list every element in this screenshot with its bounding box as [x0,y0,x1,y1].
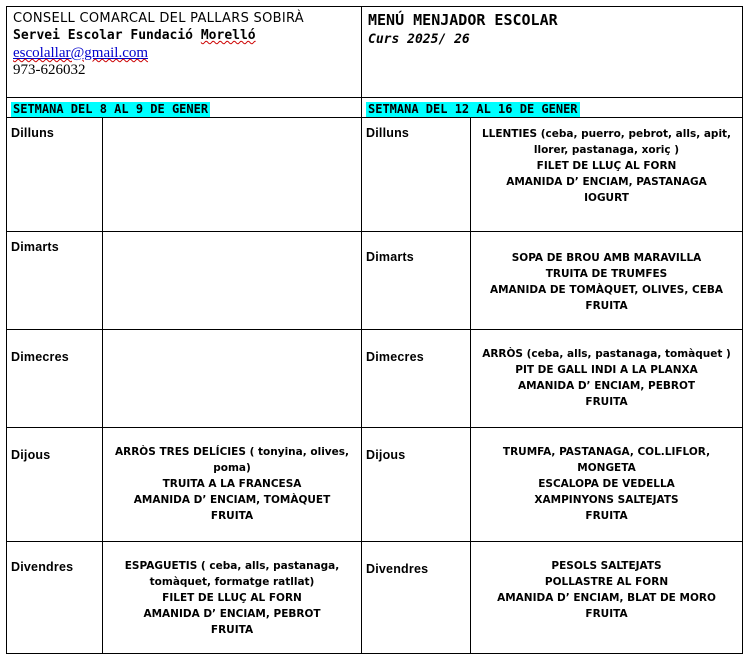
dish-line: XAMPINYONS SALTEJATS [534,494,679,506]
service-prefix: Servei Escolar Fundació [13,28,201,43]
dish-line: PIT DE GALL INDI A LA PLANXA [515,364,698,376]
dish-line: PESOLS SALTEJATS [551,560,662,572]
dish-line: FRUITA [585,396,628,408]
week-right [362,98,743,118]
header-row [7,7,743,98]
dish-line: FRUITA [585,300,628,312]
phone-number: 973-626032 [13,62,86,78]
dish-line: LLENTIES (ceba, puerro, pebrot, alls, apit, llorer, pastanaga, xoriç ) [481,128,732,156]
dish-line: SOPA DE BROU AMB MARAVILLA [511,252,702,264]
right-day: Dimecres [362,330,471,428]
dish-line: AMANIDA D’ ENCIAM, TOMÀQUET [133,494,331,506]
right-day: Dimarts [362,232,471,330]
left-menu [103,330,362,428]
dish-line: AMANIDA D’ ENCIAM, PEBROT [143,608,321,620]
week-row [7,98,743,118]
dish-line: FRUITA [210,624,254,636]
left-menu [103,428,362,542]
service-name [13,27,355,45]
left-day: Divendres [7,542,103,654]
dish-line: ARRÒS TRES DELÍCIES ( tonyina, olives, poma) [115,446,349,474]
week-left-label: SETMANA DEL 8 AL 9 DE GENER [13,102,209,116]
left-day: Dijous [7,428,103,542]
dish-line: AMANIDA D’ ENCIAM, BLAT DE MORO [497,592,716,604]
right-day: Divendres [362,542,471,654]
day-row [7,232,743,330]
dish-line: AMANIDA D’ ENCIAM, PASTANAGA [506,176,707,188]
menu-title: MENÚ MENJADOR ESCOLAR [368,11,558,29]
course-year: Curs 2025/ 26 [368,32,470,47]
email-link[interactable] [13,45,355,62]
dish-line: ARRÒS (ceba, alls, pastanaga, tomàquet ) [482,348,731,360]
week-right-label: SETMANA DEL 12 AL 16 DE GENER [368,102,578,116]
menu-table [6,6,743,654]
right-menu [471,232,743,330]
dish-line: FILET DE LLUÇ AL FORN [536,160,677,172]
right-menu [471,542,743,654]
day-row [7,118,743,232]
left-menu [103,232,362,330]
service-surname: Morelló [200,28,256,43]
week-left [7,98,362,118]
dish-line: FRUITA [210,510,254,522]
right-day: Dijous [362,428,471,542]
day-row [7,428,743,542]
organization-name: CONSELL COMARCAL DEL PALLARS SOBIRÀ [13,11,304,26]
dish-line: ESCALOPA DE VEDELLA [538,478,675,490]
left-day: Dimarts [7,232,103,330]
dish-line: ESPAGUETIS ( ceba, alls, pastanaga, tomàquet, formatge ratllat) [124,560,340,588]
dish-line: IOGURT [584,192,629,204]
day-row [7,542,743,654]
dish-line: TRUITA A LA FRANCESA [162,478,302,490]
day-row [7,330,743,428]
header-right [362,7,743,98]
dish-line: FRUITA [585,510,628,522]
right-menu [471,330,743,428]
header-left [7,7,362,98]
right-menu [471,428,743,542]
dish-line: POLLASTRE AL FORN [544,576,669,588]
dish-line: TRUITA DE TRUMFES [545,268,668,280]
dish-line: TRUMFA, PASTANAGA, COL.LIFLOR, MONGETA [502,446,711,474]
right-menu [471,118,743,232]
dish-line: AMANIDA DE TOMÀQUET, OLIVES, CEBA [489,284,724,296]
dish-line: FILET DE LLUÇ AL FORN [162,592,302,604]
left-menu [103,542,362,654]
left-day: Dimecres [7,330,103,428]
right-day: Dilluns [362,118,471,232]
email-text: escolallar@gmail.com [13,45,149,61]
dish-line: FRUITA [585,608,628,620]
dish-line: AMANIDA D’ ENCIAM, PEBROT [517,380,696,392]
left-menu [103,118,362,232]
left-day: Dilluns [7,118,103,232]
